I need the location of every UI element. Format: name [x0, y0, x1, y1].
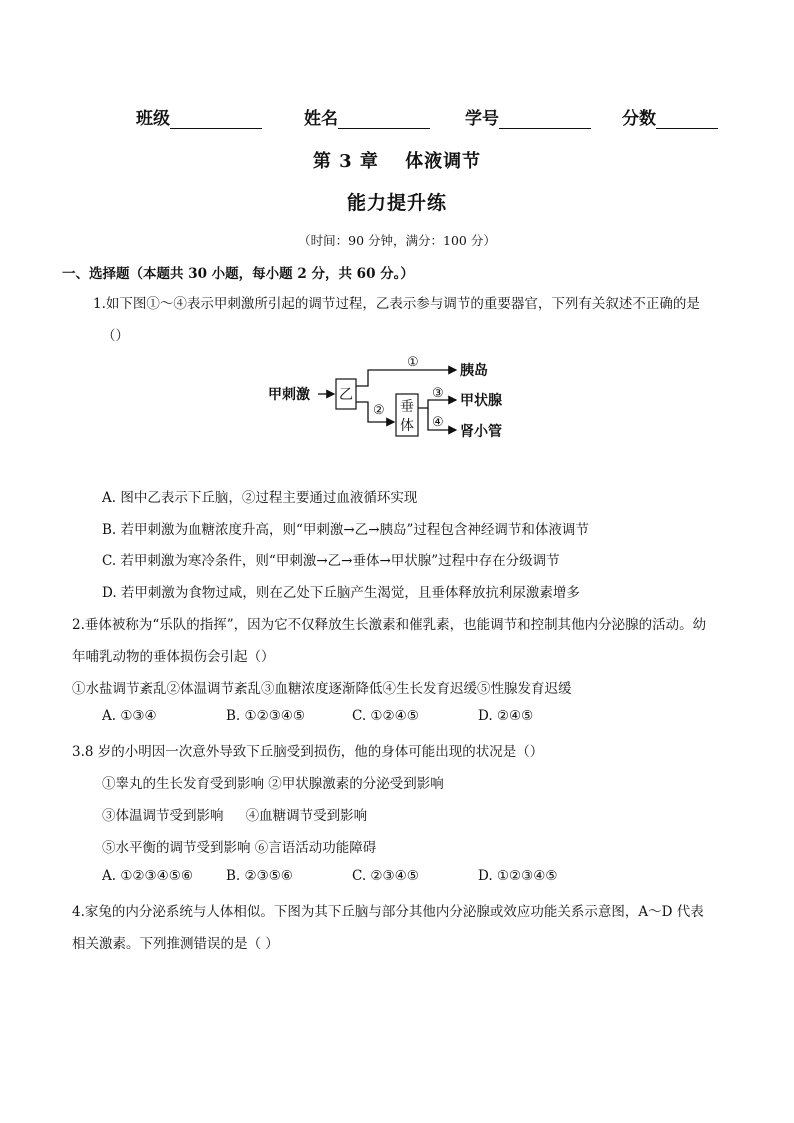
class-field	[136, 104, 262, 129]
q2-option-b[interactable]: B. ①②③④⑤	[226, 708, 306, 724]
student-id-blank[interactable]	[499, 110, 591, 129]
name-field	[304, 104, 430, 129]
arrow-path1	[356, 370, 456, 386]
q3-option-a[interactable]: A. ①②③④⑤⑥	[102, 868, 193, 884]
q3-option-b[interactable]: B. ②③⑤⑥	[226, 868, 293, 884]
q3-option-c[interactable]: C. ②③④⑤	[352, 868, 419, 884]
q2-stem-line2: 年哺乳动物的垂体损伤会引起（）	[72, 649, 275, 665]
mark-2: ②	[373, 403, 385, 418]
organ-yi-label: 乙	[339, 387, 353, 403]
q1-option-a[interactable]: A. 图中乙表示下丘脑，②过程主要通过血液循环实现	[102, 490, 418, 506]
target-thyroid: 甲状腺	[460, 393, 502, 409]
student-id-field	[465, 104, 591, 129]
score-label: 分数	[622, 109, 656, 129]
q1-option-c[interactable]: C. 若甲刺激为寒冷条件，则“甲刺激→乙→垂体→甲状腺”过程中存在分级调节	[102, 553, 560, 569]
q3-stem: 3.8 岁的小明因一次意外导致下丘脑受到损伤，他的身体可能出现的状况是（）	[72, 744, 544, 760]
mark-3: ③	[432, 386, 444, 401]
name-blank[interactable]	[338, 110, 430, 129]
q4-stem-line1: 4.家兔的内分泌系统与人体相似。下图为其下丘脑与部分其他内分泌腺或效应功能关系示意图，A～D 代表	[72, 904, 704, 920]
q3-items-line2: ③体温调节受到影响 ④血糖调节受到影响	[102, 808, 368, 824]
q2-items: ①水盐调节紊乱②体温调节紊乱③血糖浓度逐渐降低④生长发育迟缓⑤性腺发育迟缓	[72, 681, 572, 697]
q4-stem-line2: 相关激素。下列推测错误的是（ ）	[72, 936, 279, 952]
q2-option-a[interactable]: A. ①③④	[102, 708, 157, 724]
target-kidney: 肾小管	[460, 424, 502, 440]
q1-option-d[interactable]: D. 若甲刺激为食物过咸，则在乙处下丘脑产生渴觉，且垂体释放抗利尿激素增多	[102, 585, 580, 601]
q1-stem-line2: （）	[102, 328, 129, 344]
target-islet: 胰岛	[460, 363, 488, 379]
q3-items-line3: ⑤水平衡的调节受到影响 ⑥言语活动功能障碍	[102, 840, 377, 856]
q3-option-d[interactable]: D. ①②③④⑤	[478, 868, 558, 884]
q3-items-line1: ①睾丸的生长发育受到影响 ②甲状腺激素的分泌受到影响	[102, 776, 444, 792]
mark-4: ④	[432, 415, 444, 430]
student-id-label: 学号	[465, 109, 499, 129]
name-label: 姓名	[304, 109, 338, 129]
exercise-title: 能力提升练	[346, 192, 447, 214]
score-blank[interactable]	[656, 110, 718, 129]
q2-option-c[interactable]: C. ①②④⑤	[352, 708, 419, 724]
exam-info: （时间：90 分钟，满分：100 分）	[298, 233, 496, 248]
q1-stem-line1: 1.如下图①～④表示甲刺激所引起的调节过程，乙表示参与调节的重要器官，下列有关叙述不正确的是	[93, 296, 700, 312]
q2-stem-line1: 2.垂体被称为“乐队的指挥”，因为它不仅释放生长激素和催乳素，也能调节和控制其他内分泌腺的活动。幼	[72, 617, 707, 633]
q1-option-b[interactable]: B. 若甲刺激为血糖浓度升高，则“甲刺激→乙→胰岛”过程包含神经调节和体液调节	[102, 522, 589, 538]
class-label: 班级	[136, 109, 170, 129]
chapter-title: 第 3 章 体液调节	[312, 151, 482, 172]
stimulus-label: 甲刺激	[268, 387, 310, 403]
arrow-path3	[418, 400, 456, 408]
section-heading: 一、选择题（本题共 30 小题，每小题 2 分，共 60 分。）	[62, 266, 414, 282]
q1-regulation-diagram	[268, 352, 528, 442]
mark-1: ①	[407, 355, 419, 370]
pituitary-label-top: 垂	[400, 399, 414, 415]
pituitary-label-bottom: 体	[400, 418, 414, 434]
score-field	[622, 104, 718, 129]
q2-option-d[interactable]: D. ②④⑤	[478, 708, 534, 724]
class-blank[interactable]	[170, 110, 262, 129]
